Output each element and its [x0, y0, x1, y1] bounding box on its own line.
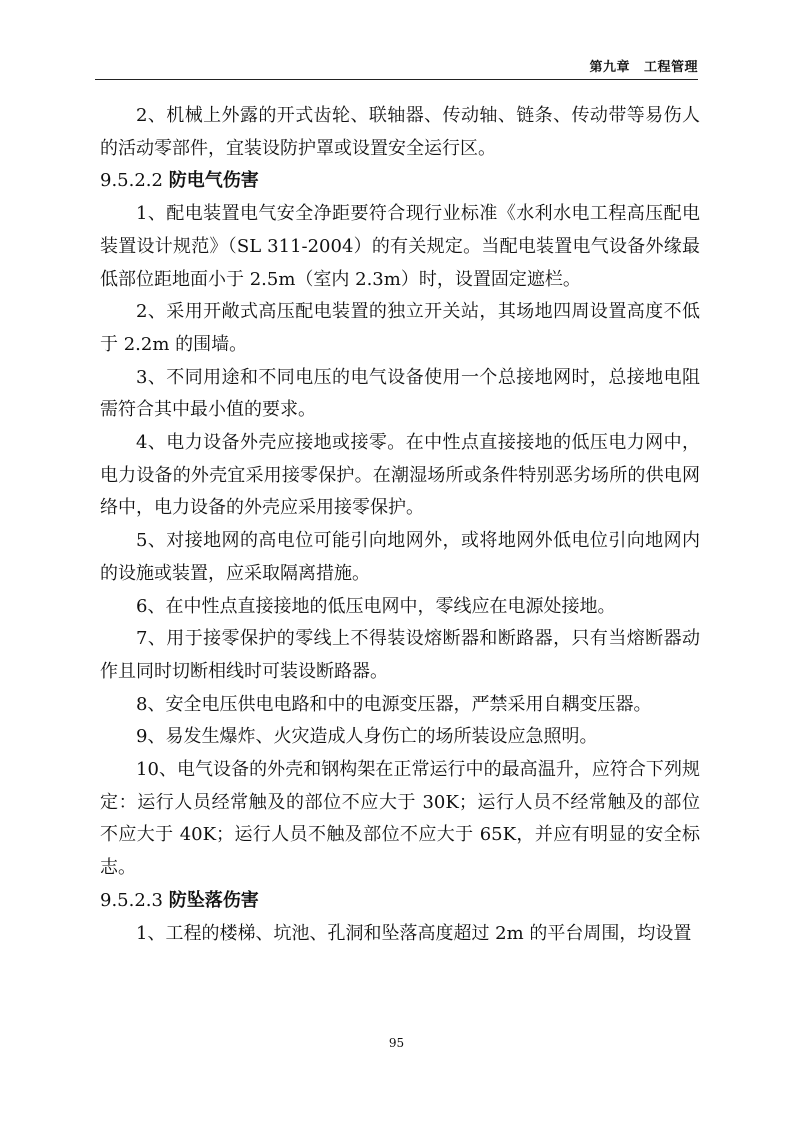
chapter-title: 工程管理 — [643, 60, 698, 75]
paragraph: 1、配电装置电气安全净距要符合现行业标准《水利水电工程高压配电装置设计规范》（SL 311-2004）的有关规定。当配电装置电气设备外缘最低部位距地面小于 2.5m（室内 2.3m）时，设置固定遮栏。 — [100, 203, 700, 290]
section-number: 9.5.2.3 — [100, 889, 163, 911]
paragraph: 10、电气设备的外壳和钢构架在正常运行中的最高温升，应符合下列规定：运行人员经常触及的部位不应大于 30K；运行人员不经常触及的部位不应大于 40K；运行人员不触及部位不应大于 65K，并应有明显的安全标志。 — [100, 759, 700, 879]
paragraph: 8、安全电压供电电路和中的电源变压器，严禁采用自耦变压器。 — [136, 693, 652, 715]
section-title: 防电气伤害 — [168, 170, 259, 192]
paragraph: 6、在中性点直接接地的低压电网中，零线应在电源处接地。 — [136, 595, 616, 617]
chapter-label: 第九章 — [589, 60, 630, 75]
section-title: 防坠落伤害 — [168, 889, 259, 911]
paragraph: 2、采用开敞式高压配电装置的独立开关站，其场地四周设置高度不低于 2.2m 的围墙。 — [100, 301, 700, 355]
paragraph: 1、工程的楼梯、坑池、孔洞和坠落高度超过 2m 的平台周围，均设置 — [136, 922, 692, 944]
paragraph: 9、易发生爆炸、火灾造成人身伤亡的场所装设应急照明。 — [136, 726, 598, 748]
section-number: 9.5.2.2 — [100, 170, 163, 192]
running-header — [589, 56, 698, 75]
paragraph: 3、不同用途和不同电压的电气设备使用一个总接地网时，总接地电阻需符合其中最小值的要求。 — [100, 366, 700, 421]
section-heading — [100, 165, 700, 198]
paragraph: 4、电力设备外壳应接地或接零。在中性点直接接地的低压电力网中，电力设备的外壳宜采用接零保护。在潮湿场所或条件特别恶劣场所的供电网络中，电力设备的外壳应采用接零保护。 — [100, 432, 700, 519]
paragraph: 7、用于接零保护的零线上不得装设熔断器和断路器，只有当熔断器动作且同时切断相线时可装设断路器。 — [100, 628, 700, 682]
paragraph: 2、机械上外露的开式齿轮、联轴器、传动轴、链条、传动带等易伤人的活动零部件，宜装设防护罩或设置安全运行区。 — [100, 105, 700, 159]
page-body — [100, 100, 700, 950]
header-rule — [95, 79, 698, 80]
page-number: 95 — [388, 1036, 405, 1050]
section-heading — [100, 885, 700, 918]
paragraph: 5、对接地网的高电位可能引向地网外，或将地网外低电位引向地网内的设施或装置，应采取隔离措施。 — [100, 530, 700, 584]
